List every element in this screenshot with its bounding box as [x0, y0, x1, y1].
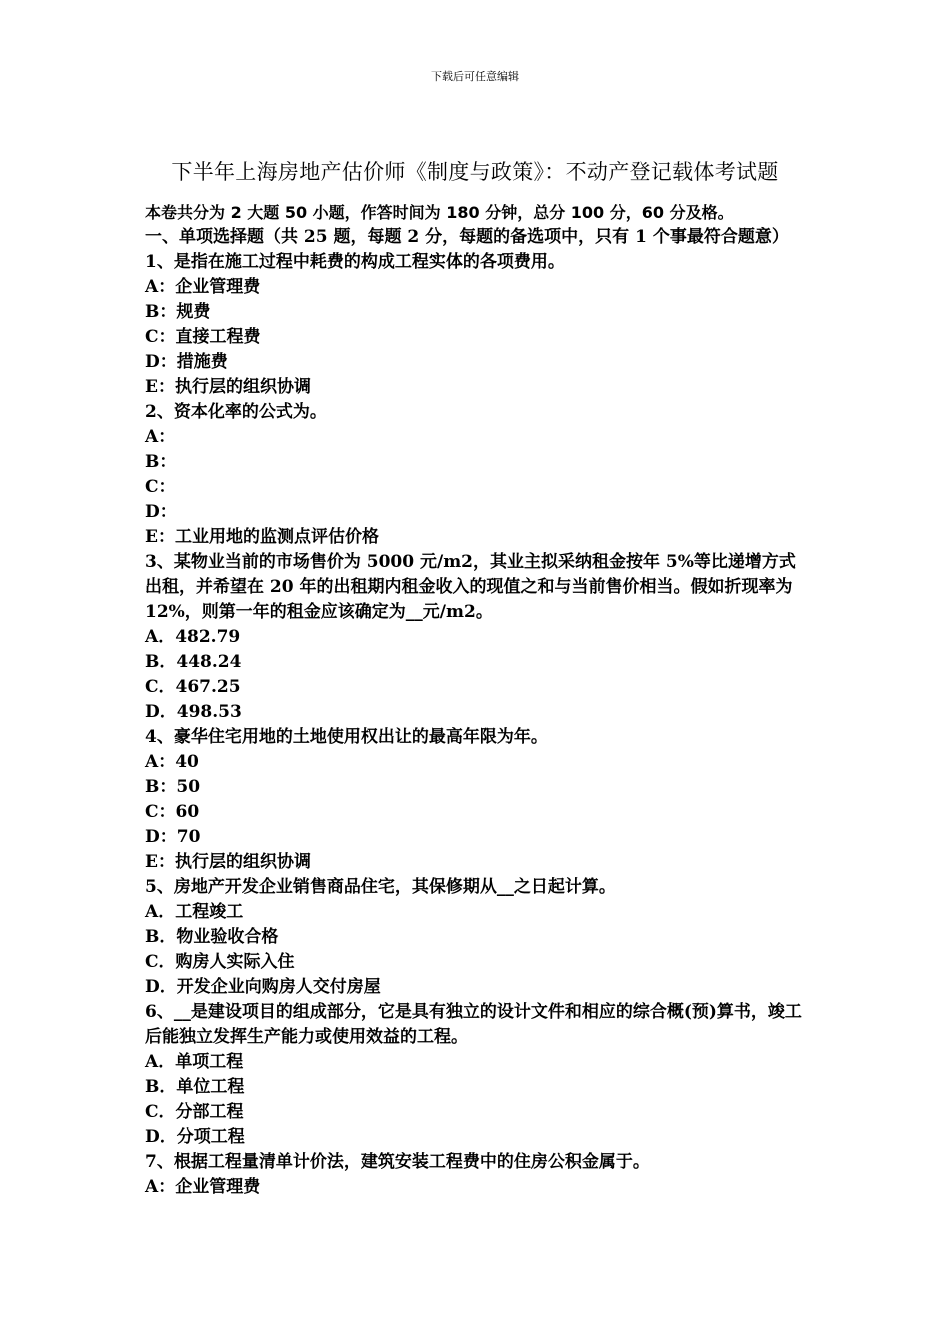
answer-option: D．分项工程 [145, 1127, 245, 1147]
answer-option: E：执行层的组织协调 [145, 852, 311, 872]
section-heading: 一、单项选择题（共 25 题，每题 2 分，每题的备选项中，只有 1 个事最符合题意） [145, 227, 789, 247]
answer-option: B．448.24 [145, 652, 242, 672]
question-block [145, 250, 810, 400]
answer-option: C．分部工程 [145, 1102, 244, 1122]
header-note: 下载后可任意编辑 [431, 70, 519, 83]
question-stem: 4、豪华住宅用地的土地使用权出让的最高年限为年。 [145, 727, 548, 747]
question-stem: 6、__是建设项目的组成部分，它是具有独立的设计文件和相应的综合概(预)算书，竣工后能独立发挥生产能力或使用效益的工程。 [145, 1002, 802, 1047]
answer-option: C：60 [145, 802, 200, 822]
answer-option: B．单位工程 [145, 1077, 245, 1097]
question-stem: 2、资本化率的公式为。 [145, 402, 327, 422]
answer-option: C： [145, 477, 176, 497]
document-body [145, 200, 810, 1200]
answer-option: D．498.53 [145, 702, 242, 722]
question-stem: 3、某物业当前的市场售价为 5000 元/m2，其业主拟采纳租金按年 5%等比递增方式出租，并希望在 20 年的出租期内租金收入的现值之和与当前售价相当。假如折现率为 12%，则第一年的租金应该确定为__元/m2。 [145, 552, 796, 622]
answer-option: A： [145, 427, 176, 447]
answer-option: B．物业验收合格 [145, 927, 279, 947]
answer-option: B：规费 [145, 302, 211, 322]
answer-option: A：企业管理费 [145, 277, 261, 297]
answer-option: A．单项工程 [145, 1052, 244, 1072]
answer-option: B：50 [145, 777, 201, 797]
answer-option: B： [145, 452, 177, 472]
question-stem: 1、是指在施工过程中耗费的构成工程实体的各项费用。 [145, 252, 565, 272]
answer-option: C．467.25 [145, 677, 241, 697]
question-block [145, 550, 810, 725]
answer-option: E：执行层的组织协调 [145, 377, 311, 397]
answer-option: A：40 [145, 752, 199, 772]
answer-option: D：措施费 [145, 352, 228, 372]
exam-summary: 本卷共分为 2 大题 50 小题，作答时间为 180 分钟，总分 100 分，60 分及格。 [145, 203, 734, 222]
question-stem: 7、根据工程量清单计价法，建筑安装工程费中的住房公积金属于。 [145, 1152, 650, 1172]
document-title: 下半年上海房地产估价师《制度与政策》：不动产登记载体考试题 [171, 160, 779, 184]
answer-option: A．工程竣工 [145, 902, 244, 922]
answer-option: D．开发企业向购房人交付房屋 [145, 977, 381, 997]
answer-option: C：直接工程费 [145, 327, 261, 347]
question-block [145, 725, 810, 875]
answer-option: A：企业管理费 [145, 1177, 261, 1197]
question-block [145, 875, 810, 1000]
question-list [145, 250, 810, 1200]
question-block [145, 1000, 810, 1150]
answer-option: A．482.79 [145, 627, 241, 647]
answer-option: C．购房人实际入住 [145, 952, 295, 972]
answer-option: D：70 [145, 827, 201, 847]
question-stem: 5、房地产开发企业销售商品住宅，其保修期从__之日起计算。 [145, 877, 616, 897]
question-block [145, 400, 810, 550]
answer-option: E：工业用地的监测点评估价格 [145, 527, 379, 547]
question-block [145, 1150, 810, 1200]
answer-option: D： [145, 502, 177, 522]
